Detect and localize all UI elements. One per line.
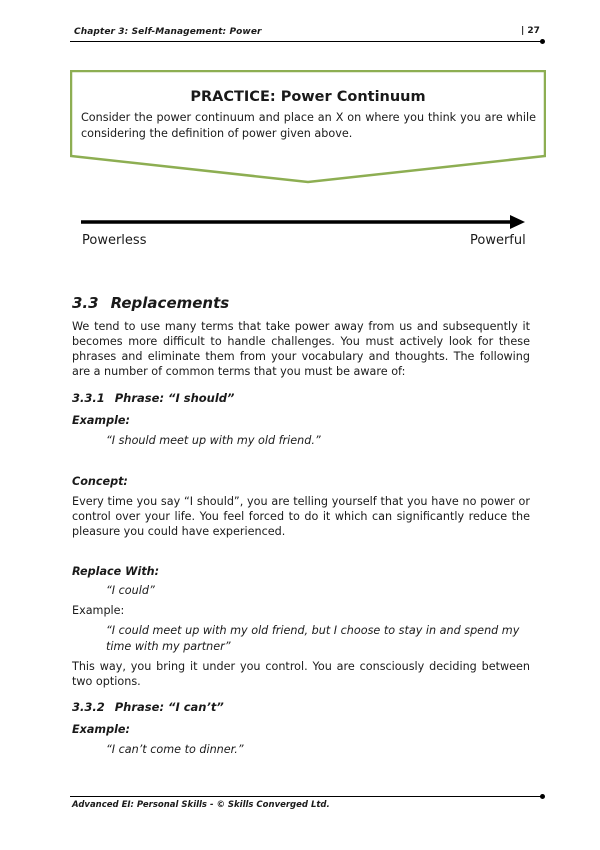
continuum-label-powerless: Powerless [82, 233, 147, 248]
header-rule [70, 41, 542, 42]
example-quote-2: “I could meet up with my old friend, but I choose to stay in and spend my time with my partner” [106, 624, 520, 653]
subsection-heading-2 [72, 700, 224, 714]
replace-quote: “I could” [106, 584, 155, 597]
section-number: 3.3 [72, 294, 99, 312]
header-rule-dot [540, 39, 545, 44]
example-label: Example: [72, 414, 130, 427]
section-intro: We tend to use many terms that take power away from us and subsequently it becomes more difficult to handle challenges. You must actively look for these phrases and eliminate them from your vocabulary and thoughts. The following are a number of common terms that you must be aware of: [72, 320, 530, 378]
footer-rule [70, 796, 542, 797]
page-number: | 27 [521, 26, 540, 36]
example-label-2: Example: [72, 604, 125, 617]
example-quote: “I should meet up with my old friend.” [106, 434, 321, 447]
continuum-label-powerful: Powerful [470, 233, 526, 248]
practice-title: PRACTICE: Power Continuum [190, 89, 426, 105]
replace-with-label: Replace With: [72, 565, 160, 578]
subsection-title: Phrase: “I should” [114, 391, 235, 405]
running-header-chapter: Chapter 3: Self-Management: Power [74, 27, 262, 37]
power-continuum-arrow [80, 213, 526, 231]
section-title: Replacements [110, 294, 230, 312]
concept-label: Concept: [72, 475, 128, 488]
subsection-title: Phrase: “I can’t” [114, 700, 224, 714]
subsection-number: 3.3.1 [72, 391, 105, 405]
practice-instructions: Consider the power continuum and place an X on where you think you are while considering the definition of power given above. [81, 111, 536, 140]
section-heading [72, 294, 229, 312]
concept-text: Every time you say “I should”, you are telling yourself that you have no power or control over your life. You feel forced to do it which can significantly reduce the pleasure you could have experienced. [72, 495, 530, 538]
subsection-heading-1 [72, 391, 234, 405]
example-quote-3: “I can’t come to dinner.” [106, 743, 244, 756]
example-label-3: Example: [72, 723, 130, 736]
subsection-number: 3.3.2 [72, 700, 105, 714]
closing-text: This way, you bring it under you control. You are consciously deciding between two options. [72, 660, 530, 688]
footer-text: Advanced EI: Personal Skills - © Skills Converged Ltd. [72, 800, 330, 810]
footer-rule-dot [540, 794, 545, 799]
